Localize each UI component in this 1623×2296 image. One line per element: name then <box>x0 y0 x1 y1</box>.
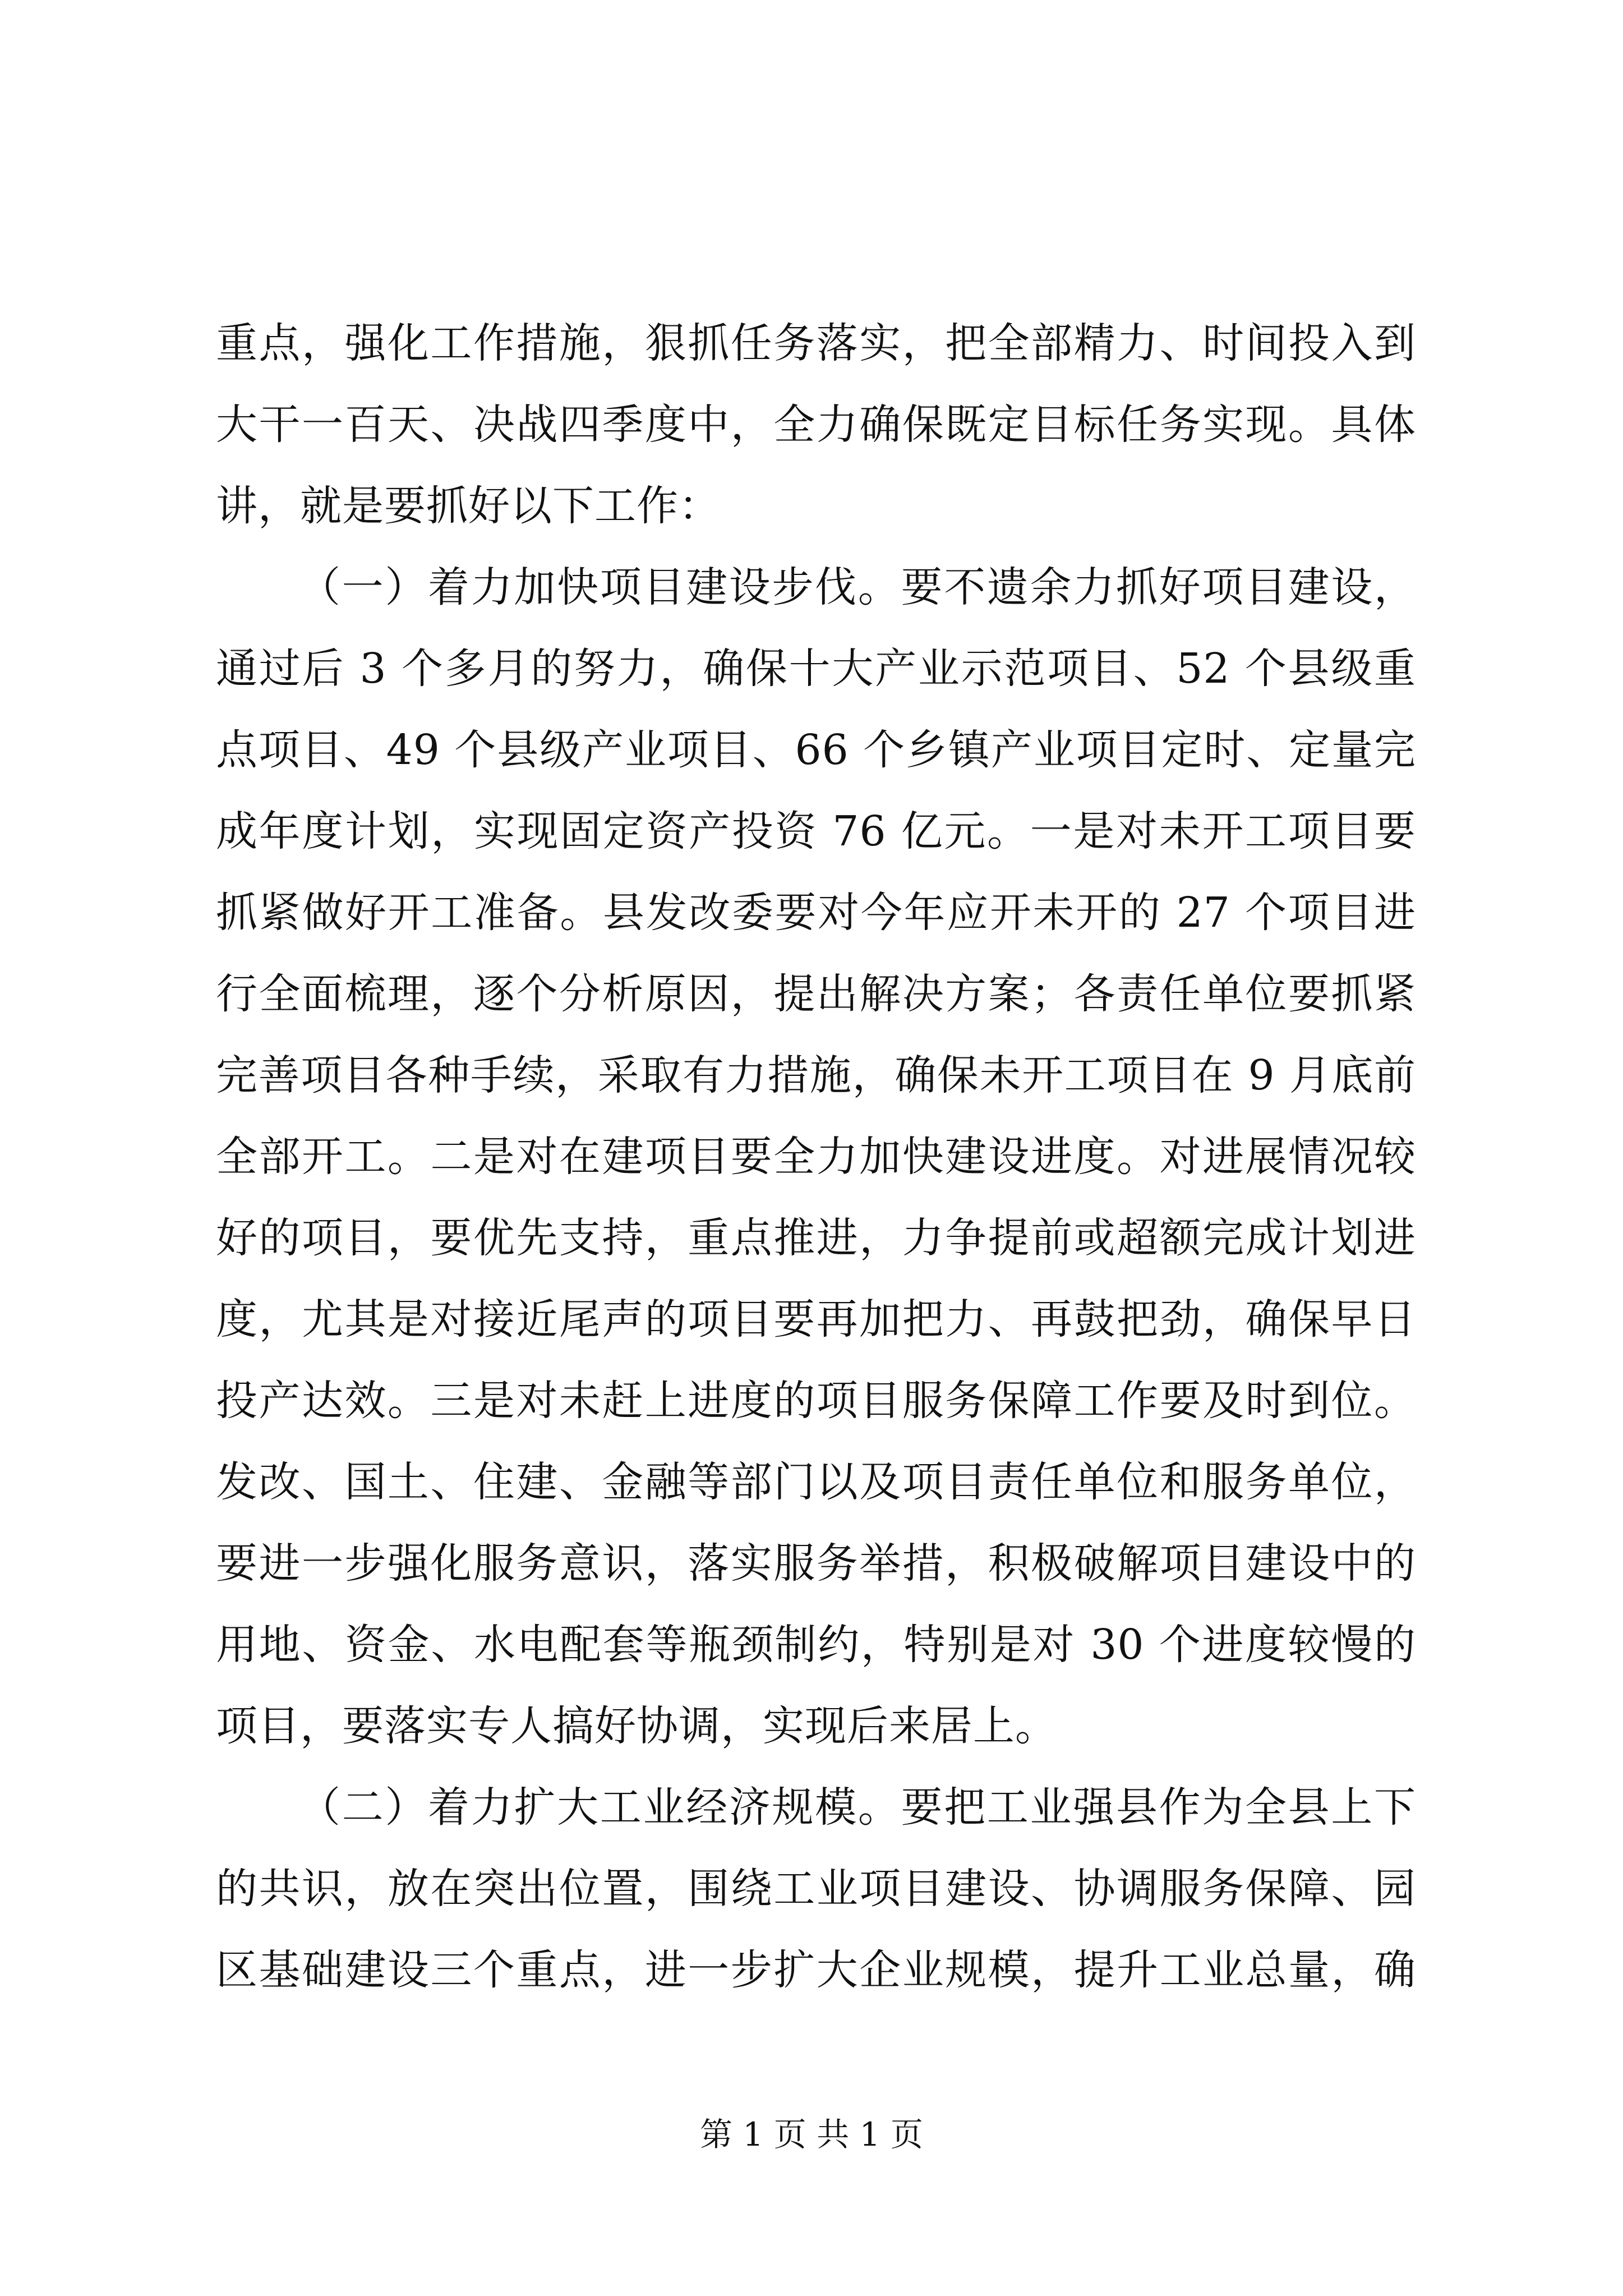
text-line: 度，尤其是对接近尾声的项目要再加把力、再鼓把劲，确保早日 <box>216 1295 1416 1343</box>
text-line: 成年度计划，实现固定资产投资 76 亿元。一是对未开工项目要 <box>216 807 1416 855</box>
text-line: 抓紧做好开工准备。县发改委要对今年应开未开的 27 个项目进 <box>216 889 1416 937</box>
text-line: 区基础建设三个重点，进一步扩大企业规模，提升工业总量，确 <box>216 1946 1416 1994</box>
page-footer <box>0 2115 1623 2154</box>
text-line: 行全面梳理，逐个分析原因，提出解决方案；各责任单位要抓紧 <box>216 970 1416 1018</box>
page-number: 第 1 页 共 1 页 <box>700 2115 923 2154</box>
text-line: 全部开工。二是对在建项目要全力加快建设进度。对进展情况较 <box>216 1133 1416 1181</box>
text-line: 项目，要落实专人搞好协调，实现后来居上。 <box>216 1702 1057 1750</box>
text-line: 投产达效。三是对未赶上进度的项目服务保障工作要及时到位。 <box>216 1377 1416 1425</box>
text-line: 的共识，放在突出位置，围绕工业项目建设、协调服务保障、园 <box>216 1865 1416 1913</box>
text-line: 重点，强化工作措施，狠抓任务落实，把全部精力、时间投入到 <box>216 319 1416 367</box>
text-line: 讲，就是要抓好以下工作： <box>216 482 721 530</box>
text-line: 好的项目，要优先支持，重点推进，力争提前或超额完成计划进 <box>216 1214 1416 1262</box>
text-line: 通过后 3 个多月的努力，确保十大产业示范项目、52 个县级重 <box>216 645 1416 693</box>
text-line: 要进一步强化服务意识，落实服务举措，积极破解项目建设中的 <box>216 1539 1416 1588</box>
body-text <box>216 303 1416 2011</box>
text-line: 用地、资金、水电配套等瓶颈制约，特别是对 30 个进度较慢的 <box>216 1621 1416 1669</box>
text-line: 发改、国土、住建、金融等部门以及项目责任单位和服务单位， <box>216 1458 1416 1506</box>
text-line: （一）着力加快项目建设步伐。要不遗余力抓好项目建设， <box>299 563 1416 611</box>
text-line: 点项目、49 个县级产业项目、66 个乡镇产业项目定时、定量完 <box>216 726 1416 774</box>
text-line: （二）着力扩大工业经济规模。要把工业强县作为全县上下 <box>299 1783 1416 1832</box>
text-line: 完善项目各种手续，采取有力措施，确保未开工项目在 9 月底前 <box>216 1051 1416 1099</box>
text-line: 大干一百天、决战四季度中，全力确保既定目标任务实现。具体 <box>216 401 1416 449</box>
